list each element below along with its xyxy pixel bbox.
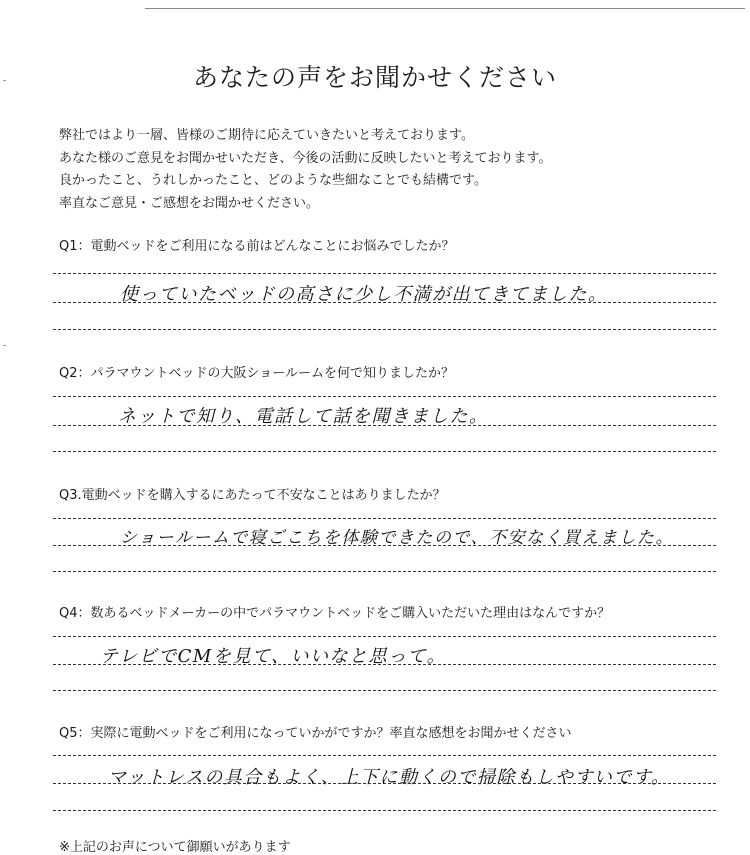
answer-line	[53, 755, 716, 756]
top-border	[145, 8, 745, 9]
question-3-label: Q3.電動ベッドを購入するにあたって不安なことはありましたか？	[59, 488, 446, 503]
intro-line: 弊社ではより一層、皆様のご期待に応えていきたいと考えております。	[59, 128, 474, 143]
question-4-label: Q4：数あるベッドメーカーの中でパラマウントベッドをご購入いただいた理由はなんですか？	[59, 606, 611, 621]
answer-line	[53, 571, 716, 572]
answer-line	[53, 636, 716, 637]
punch-mark	[3, 345, 6, 346]
answer-line	[53, 518, 716, 519]
question-2-answer: ネットで知り、電話して話を聞きました。	[118, 406, 489, 427]
question-5-label: Q5：実際に電動ベッドをご利用になっていかがですか？率直な感想をお聞かせください	[59, 726, 572, 741]
answer-line	[53, 425, 716, 426]
answer-line	[53, 664, 716, 665]
intro-paragraph	[59, 125, 719, 215]
intro-line: 率直なご意見・ご感想をお聞かせください。	[59, 195, 320, 211]
answer-line	[53, 783, 716, 784]
answer-line	[53, 690, 716, 691]
answer-line	[53, 451, 716, 452]
page-title: あなたの声をお聞かせください	[192, 63, 557, 92]
question-4-answer: テレビでCMを見て、いいなと思って。	[100, 646, 447, 667]
question-5-answer: マットレスの具合もよく、上下に動くので掃除もしやすいです。	[108, 767, 671, 788]
intro-line: あなた様のご意見をお聞かせいただき、今後の活動に反映したいと考えております。	[59, 150, 552, 166]
answer-line	[53, 329, 716, 330]
intro-line: 良かったこと、うれしかったこと、どのような些細なことでも結構です。	[59, 173, 487, 188]
question-2-label: Q2：パラマウントベッドの大阪ショールームを何で知りましたか？	[59, 366, 454, 381]
question-1-answer: 使っていたベッドの高さに少し不満が出てきてました。	[120, 284, 608, 305]
answer-line	[53, 545, 716, 546]
answer-line	[53, 810, 716, 811]
answer-line	[53, 396, 716, 397]
answer-line	[53, 302, 716, 303]
question-1-label: Q1：電動ベッドをご利用になる前はどんなことにお悩みでしたか？	[59, 239, 455, 254]
question-3-answer: ショールームで寝ごこちを体験できたので、不安なく買えました。	[120, 528, 674, 548]
footer-note: ※上記のお声について御願いがあります	[59, 840, 291, 855]
answer-line	[53, 273, 716, 274]
